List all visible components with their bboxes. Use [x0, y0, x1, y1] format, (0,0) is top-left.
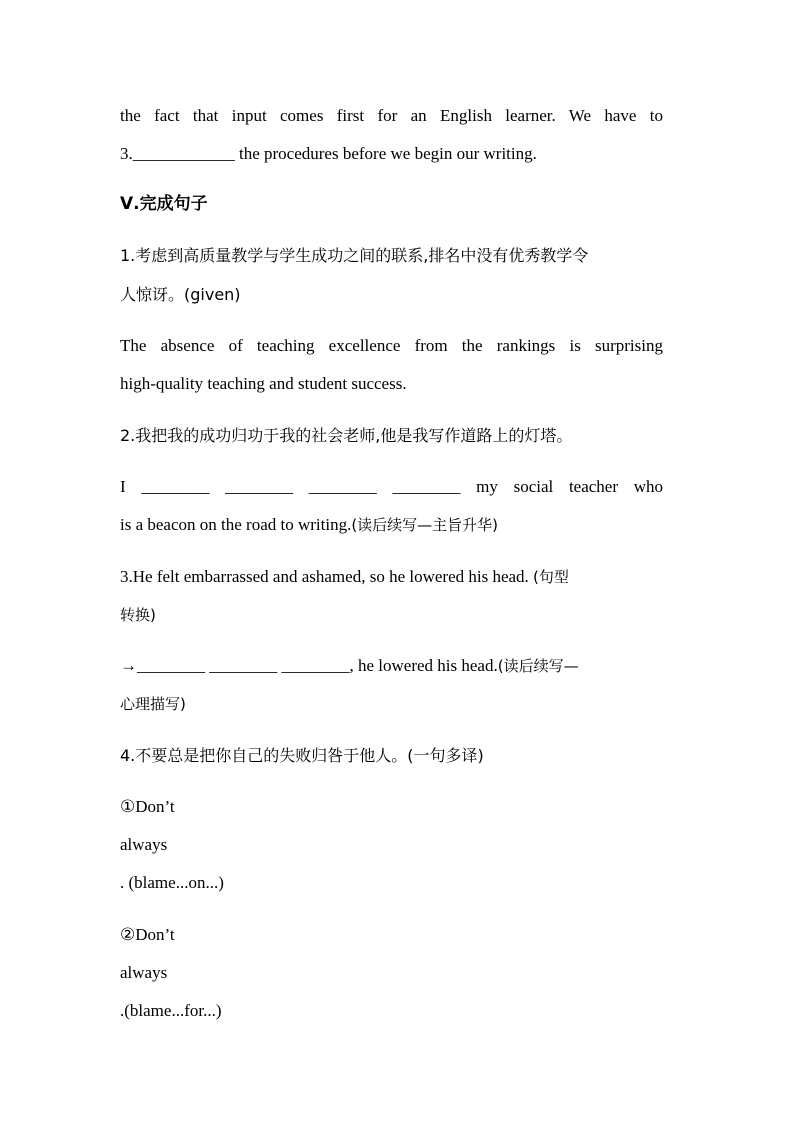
q4-chinese: [120, 745, 663, 767]
q3-note-part-1: (句型: [533, 568, 569, 586]
passage-line-2-text: the procedures before we begin our writing.: [234, 144, 537, 163]
q1-english-line-1: The absence of teaching excellence from the rankings is surprising: [120, 336, 663, 355]
q3-note-part-4: 心理描写): [120, 695, 186, 713]
q4-option-2-line-3: .(blame...for...): [120, 1001, 222, 1020]
q4-option-1-line-1: ①Don’t: [120, 797, 175, 816]
q4-option-1-line-2[interactable]: always: [120, 835, 168, 854]
q3-line-4: [120, 693, 663, 715]
answer-blank[interactable]: ____________: [132, 144, 235, 163]
q4-chinese-text: 4.不要总是把你自己的失败归咎于他人。(一句多译): [120, 746, 484, 765]
q2-chinese: 2.我把我的成功归功于我的社会老师,他是我写作道路上的灯塔。: [120, 426, 573, 445]
passage-item-number: 3.: [120, 144, 133, 163]
q3-note-part-3: (读后续写—: [497, 657, 579, 675]
q3-line-1: [120, 566, 663, 588]
q4-option-1-line-3: . (blame...on...): [120, 873, 224, 892]
q2-english-line-2-text: is a beacon on the road to writing.: [120, 515, 352, 534]
q2-english-line-1[interactable]: I ________ ________ ________ ________ my social teacher who: [120, 477, 663, 496]
passage-line-2: [120, 143, 663, 165]
q1-english-line-2: high-quality teaching and student success.: [120, 374, 407, 393]
q4-option-2-line-2[interactable]: always: [120, 963, 168, 982]
q1-chinese-line-2-text: 人惊讶。(given): [120, 285, 241, 304]
q3-note-part-2: 转换): [120, 606, 156, 624]
q2-note: (读后续写—主旨升华): [351, 516, 499, 534]
section-title: Ⅴ.完成句子: [120, 194, 208, 214]
q3-line-1-text: 3.He felt embarrassed and ashamed, so he lowered his head.: [120, 567, 534, 586]
q3-line-3[interactable]: [120, 655, 663, 677]
q2-english-line-2: [120, 514, 663, 536]
q3-line-2: [120, 604, 663, 626]
passage-line-1: the fact that input comes first for an English learner. We have to: [120, 106, 663, 125]
q4-option-2-line-1: ②Don’t: [120, 925, 175, 944]
q1-chinese-line-2: [120, 284, 663, 306]
q1-chinese-line-1: 1.考虑到高质量教学与学生成功之间的联系,排名中没有优秀教学令: [120, 246, 589, 265]
q3-line-3-text: →________ ________ ________, he lowered his head.: [120, 656, 498, 675]
